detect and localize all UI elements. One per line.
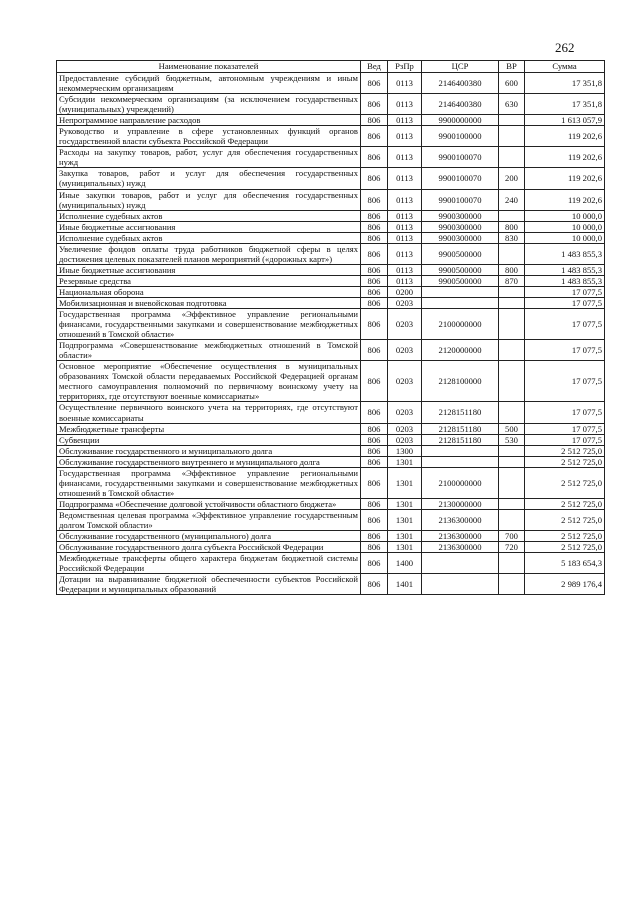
cell-ved: 806 (361, 221, 388, 232)
cell-name: Предоставление субсидий бюджетным, автономным учреждениям и иным некоммерческим организациям (57, 73, 361, 94)
cell-vr: 800 (499, 221, 525, 232)
cell-name: Иные бюджетные ассигнования (57, 264, 361, 275)
cell-ved: 806 (361, 423, 388, 434)
table-row (57, 542, 605, 553)
cell-vr (499, 309, 525, 340)
cell-rzpr: 1301 (388, 531, 422, 542)
cell-rzpr: 0203 (388, 434, 422, 445)
cell-csr (422, 574, 499, 595)
cell-name: Межбюджетные трансферты (57, 423, 361, 434)
cell-csr (422, 456, 499, 467)
cell-sum: 17 077,5 (525, 402, 605, 423)
cell-name: Закупка товаров, работ и услуг для обеспечения государственных (муниципальных) нужд (57, 168, 361, 189)
cell-rzpr: 0113 (388, 115, 422, 126)
table-row (57, 189, 605, 210)
table-row (57, 309, 605, 340)
cell-sum: 17 351,8 (525, 73, 605, 94)
table-row (57, 94, 605, 115)
table-row (57, 286, 605, 297)
cell-ved: 806 (361, 498, 388, 509)
cell-vr (499, 340, 525, 361)
cell-sum: 1 483 855,3 (525, 264, 605, 275)
page-number: 262 (555, 40, 575, 55)
cell-ved: 806 (361, 126, 388, 147)
cell-csr: 2128151180 (422, 402, 499, 423)
cell-csr (422, 286, 499, 297)
cell-name: Подпрограмма «Обеспечение долговой устойчивости областного бюджета» (57, 498, 361, 509)
cell-vr: 530 (499, 434, 525, 445)
cell-vr (499, 210, 525, 221)
cell-rzpr: 1301 (388, 509, 422, 530)
table-row (57, 423, 605, 434)
column-header-sum: Сумма (525, 61, 605, 73)
cell-name: Исполнение судебных актов (57, 210, 361, 221)
cell-rzpr: 0113 (388, 232, 422, 243)
cell-rzpr: 0113 (388, 189, 422, 210)
cell-sum: 5 183 654,3 (525, 553, 605, 574)
cell-vr (499, 498, 525, 509)
table-row (57, 467, 605, 498)
cell-name: Дотации на выравнивание бюджетной обеспеченности субъектов Российской Федерации и муниципальных образований (57, 574, 361, 595)
cell-rzpr: 1301 (388, 467, 422, 498)
cell-csr: 2146400380 (422, 94, 499, 115)
cell-csr: 9900500000 (422, 264, 499, 275)
cell-csr: 9900300000 (422, 232, 499, 243)
cell-rzpr: 0200 (388, 286, 422, 297)
cell-csr (422, 553, 499, 574)
cell-vr (499, 243, 525, 264)
cell-rzpr: 0113 (388, 264, 422, 275)
cell-rzpr: 0203 (388, 340, 422, 361)
cell-name: Руководство и управление в сфере установленных функций органов государственной власти субъекта Российской Федерации (57, 126, 361, 147)
cell-ved: 806 (361, 94, 388, 115)
cell-vr (499, 361, 525, 402)
cell-rzpr: 0113 (388, 147, 422, 168)
cell-name: Ведомственная целевая программа «Эффективное управление государственным долгом Томской области» (57, 509, 361, 530)
cell-ved: 806 (361, 542, 388, 553)
cell-ved: 806 (361, 232, 388, 243)
table-header-row (57, 61, 605, 73)
cell-rzpr: 0203 (388, 361, 422, 402)
cell-rzpr: 1301 (388, 542, 422, 553)
cell-vr: 870 (499, 275, 525, 286)
table-row (57, 168, 605, 189)
table-row (57, 531, 605, 542)
cell-vr: 800 (499, 264, 525, 275)
cell-csr: 2128151180 (422, 423, 499, 434)
table-row (57, 126, 605, 147)
cell-name: Резервные средства (57, 275, 361, 286)
cell-sum: 17 077,5 (525, 434, 605, 445)
cell-sum: 2 512 725,0 (525, 456, 605, 467)
cell-sum: 17 077,5 (525, 423, 605, 434)
cell-name: Расходы на закупку товаров, работ, услуг для обеспечения государственных нужд (57, 147, 361, 168)
cell-sum: 17 077,5 (525, 361, 605, 402)
cell-rzpr: 0113 (388, 94, 422, 115)
budget-table (56, 60, 605, 595)
cell-sum: 2 512 725,0 (525, 445, 605, 456)
cell-ved: 806 (361, 467, 388, 498)
table-row (57, 445, 605, 456)
table-row (57, 275, 605, 286)
cell-name: Исполнение судебных актов (57, 232, 361, 243)
table-row (57, 361, 605, 402)
column-header-ved: Вед (361, 61, 388, 73)
cell-ved: 806 (361, 456, 388, 467)
cell-rzpr: 1300 (388, 445, 422, 456)
table-row (57, 402, 605, 423)
cell-ved: 806 (361, 275, 388, 286)
cell-sum: 2 512 725,0 (525, 542, 605, 553)
cell-rzpr: 1301 (388, 498, 422, 509)
cell-ved: 806 (361, 168, 388, 189)
cell-vr (499, 445, 525, 456)
cell-ved: 806 (361, 531, 388, 542)
table-row (57, 553, 605, 574)
cell-name: Непрограммное направление расходов (57, 115, 361, 126)
table-row (57, 147, 605, 168)
cell-csr: 2130000000 (422, 498, 499, 509)
cell-ved: 806 (361, 309, 388, 340)
cell-name: Подпрограмма «Совершенствование межбюджетных отношений в Томской области» (57, 340, 361, 361)
cell-name: Субсидии некоммерческим организациям (за исключением государственных (муниципальных) учреждений) (57, 94, 361, 115)
table-row (57, 221, 605, 232)
table-row (57, 115, 605, 126)
column-header-csr: ЦСР (422, 61, 499, 73)
cell-vr (499, 553, 525, 574)
cell-name: Осуществление первичного воинского учета на территориях, где отсутствуют военные комиссариаты (57, 402, 361, 423)
table-row (57, 574, 605, 595)
cell-sum: 2 512 725,0 (525, 509, 605, 530)
cell-csr: 9900100070 (422, 168, 499, 189)
cell-csr: 2100000000 (422, 467, 499, 498)
cell-ved: 806 (361, 243, 388, 264)
column-header-name: Наименование показателей (57, 61, 361, 73)
cell-ved: 806 (361, 509, 388, 530)
cell-vr (499, 467, 525, 498)
cell-ved: 806 (361, 402, 388, 423)
cell-csr: 9900300000 (422, 210, 499, 221)
cell-csr: 2146400380 (422, 73, 499, 94)
cell-rzpr: 1400 (388, 553, 422, 574)
cell-vr (499, 286, 525, 297)
cell-csr: 2136300000 (422, 531, 499, 542)
cell-ved: 806 (361, 445, 388, 456)
cell-ved: 806 (361, 115, 388, 126)
cell-name: Обслуживание государственного долга субъекта Российской Федерации (57, 542, 361, 553)
cell-vr (499, 126, 525, 147)
cell-vr: 720 (499, 542, 525, 553)
cell-csr (422, 445, 499, 456)
cell-vr: 830 (499, 232, 525, 243)
cell-name: Государственная программа «Эффективное управление региональными финансами, государственными закупками и совершенствование межбюджетных отношений в Томской области» (57, 467, 361, 498)
cell-sum: 17 077,5 (525, 340, 605, 361)
cell-rzpr: 0113 (388, 275, 422, 286)
cell-csr (422, 297, 499, 308)
column-header-rzpr: РзПр (388, 61, 422, 73)
cell-ved: 806 (361, 147, 388, 168)
table-row (57, 509, 605, 530)
cell-csr: 2128151180 (422, 434, 499, 445)
cell-name: Межбюджетные трансферты общего характера бюджетам бюджетной системы Российской Федерации (57, 553, 361, 574)
cell-rzpr: 1301 (388, 456, 422, 467)
cell-sum: 1 483 855,3 (525, 243, 605, 264)
cell-vr (499, 115, 525, 126)
cell-name: Обслуживание государственного (муниципального) долга (57, 531, 361, 542)
cell-vr: 500 (499, 423, 525, 434)
column-header-vr: ВР (499, 61, 525, 73)
cell-sum: 119 202,6 (525, 147, 605, 168)
cell-rzpr: 0113 (388, 168, 422, 189)
cell-rzpr: 0113 (388, 243, 422, 264)
cell-csr: 9900100000 (422, 126, 499, 147)
cell-rzpr: 0203 (388, 309, 422, 340)
cell-csr: 2136300000 (422, 542, 499, 553)
cell-sum: 10 000,0 (525, 221, 605, 232)
cell-vr (499, 509, 525, 530)
cell-vr: 240 (499, 189, 525, 210)
cell-csr: 9900100070 (422, 147, 499, 168)
table-row (57, 264, 605, 275)
cell-csr: 9900500000 (422, 243, 499, 264)
cell-name: Обслуживание государственного внутреннего и муниципального долга (57, 456, 361, 467)
cell-sum: 119 202,6 (525, 126, 605, 147)
cell-name: Государственная программа «Эффективное управление региональными финансами, государственными закупками и совершенствование межбюджетных отношений в Томской области» (57, 309, 361, 340)
cell-vr: 200 (499, 168, 525, 189)
cell-ved: 806 (361, 361, 388, 402)
cell-vr (499, 574, 525, 595)
cell-vr (499, 402, 525, 423)
cell-rzpr: 0113 (388, 210, 422, 221)
cell-sum: 2 989 176,4 (525, 574, 605, 595)
cell-vr: 600 (499, 73, 525, 94)
cell-sum: 1 613 057,9 (525, 115, 605, 126)
table-row (57, 232, 605, 243)
cell-rzpr: 0203 (388, 423, 422, 434)
cell-name: Иные бюджетные ассигнования (57, 221, 361, 232)
cell-name: Мобилизационная и вневойсковая подготовка (57, 297, 361, 308)
cell-sum: 119 202,6 (525, 168, 605, 189)
cell-rzpr: 0203 (388, 297, 422, 308)
table-row (57, 73, 605, 94)
cell-sum: 17 077,5 (525, 286, 605, 297)
cell-vr (499, 456, 525, 467)
cell-sum: 10 000,0 (525, 210, 605, 221)
cell-name: Обслуживание государственного и муниципального долга (57, 445, 361, 456)
cell-vr (499, 147, 525, 168)
cell-sum: 17 077,5 (525, 297, 605, 308)
cell-ved: 806 (361, 434, 388, 445)
cell-ved: 806 (361, 340, 388, 361)
cell-rzpr: 0203 (388, 402, 422, 423)
cell-sum: 10 000,0 (525, 232, 605, 243)
cell-csr: 9900000000 (422, 115, 499, 126)
cell-sum: 1 483 855,3 (525, 275, 605, 286)
cell-sum: 119 202,6 (525, 189, 605, 210)
table-row (57, 243, 605, 264)
cell-rzpr: 0113 (388, 73, 422, 94)
cell-csr: 2100000000 (422, 309, 499, 340)
cell-ved: 806 (361, 189, 388, 210)
cell-sum: 17 351,8 (525, 94, 605, 115)
cell-csr: 9900500000 (422, 275, 499, 286)
cell-rzpr: 1401 (388, 574, 422, 595)
cell-sum: 2 512 725,0 (525, 531, 605, 542)
table-row (57, 210, 605, 221)
cell-ved: 806 (361, 553, 388, 574)
cell-rzpr: 0113 (388, 126, 422, 147)
cell-sum: 2 512 725,0 (525, 498, 605, 509)
cell-rzpr: 0113 (388, 221, 422, 232)
cell-vr: 630 (499, 94, 525, 115)
table-row (57, 434, 605, 445)
table-row (57, 456, 605, 467)
cell-csr: 9900100070 (422, 189, 499, 210)
cell-ved: 806 (361, 210, 388, 221)
cell-ved: 806 (361, 574, 388, 595)
cell-vr (499, 297, 525, 308)
cell-csr: 2128100000 (422, 361, 499, 402)
cell-csr: 9900300000 (422, 221, 499, 232)
cell-csr: 2136300000 (422, 509, 499, 530)
cell-ved: 806 (361, 297, 388, 308)
cell-csr: 2120000000 (422, 340, 499, 361)
cell-sum: 17 077,5 (525, 309, 605, 340)
table-row (57, 498, 605, 509)
table-row (57, 340, 605, 361)
cell-name: Национальная оборона (57, 286, 361, 297)
cell-name: Основное мероприятие «Обеспечение осуществления в муниципальных образованиях Томской области передаваемых Российской Федерацией органам местного самоуправления полномочий по первичному воинскому учету на территориях, где отсутствуют военные комиссариаты» (57, 361, 361, 402)
cell-vr: 700 (499, 531, 525, 542)
cell-ved: 806 (361, 264, 388, 275)
cell-name: Иные закупки товаров, работ и услуг для обеспечения государственных (муниципальных) нужд (57, 189, 361, 210)
cell-name: Увеличение фондов оплаты труда работников бюджетной сферы в целях достижения целевых показателей планов мероприятий («дорожных карт») (57, 243, 361, 264)
cell-name: Субвенции (57, 434, 361, 445)
cell-sum: 2 512 725,0 (525, 467, 605, 498)
table-row (57, 297, 605, 308)
cell-ved: 806 (361, 73, 388, 94)
cell-ved: 806 (361, 286, 388, 297)
